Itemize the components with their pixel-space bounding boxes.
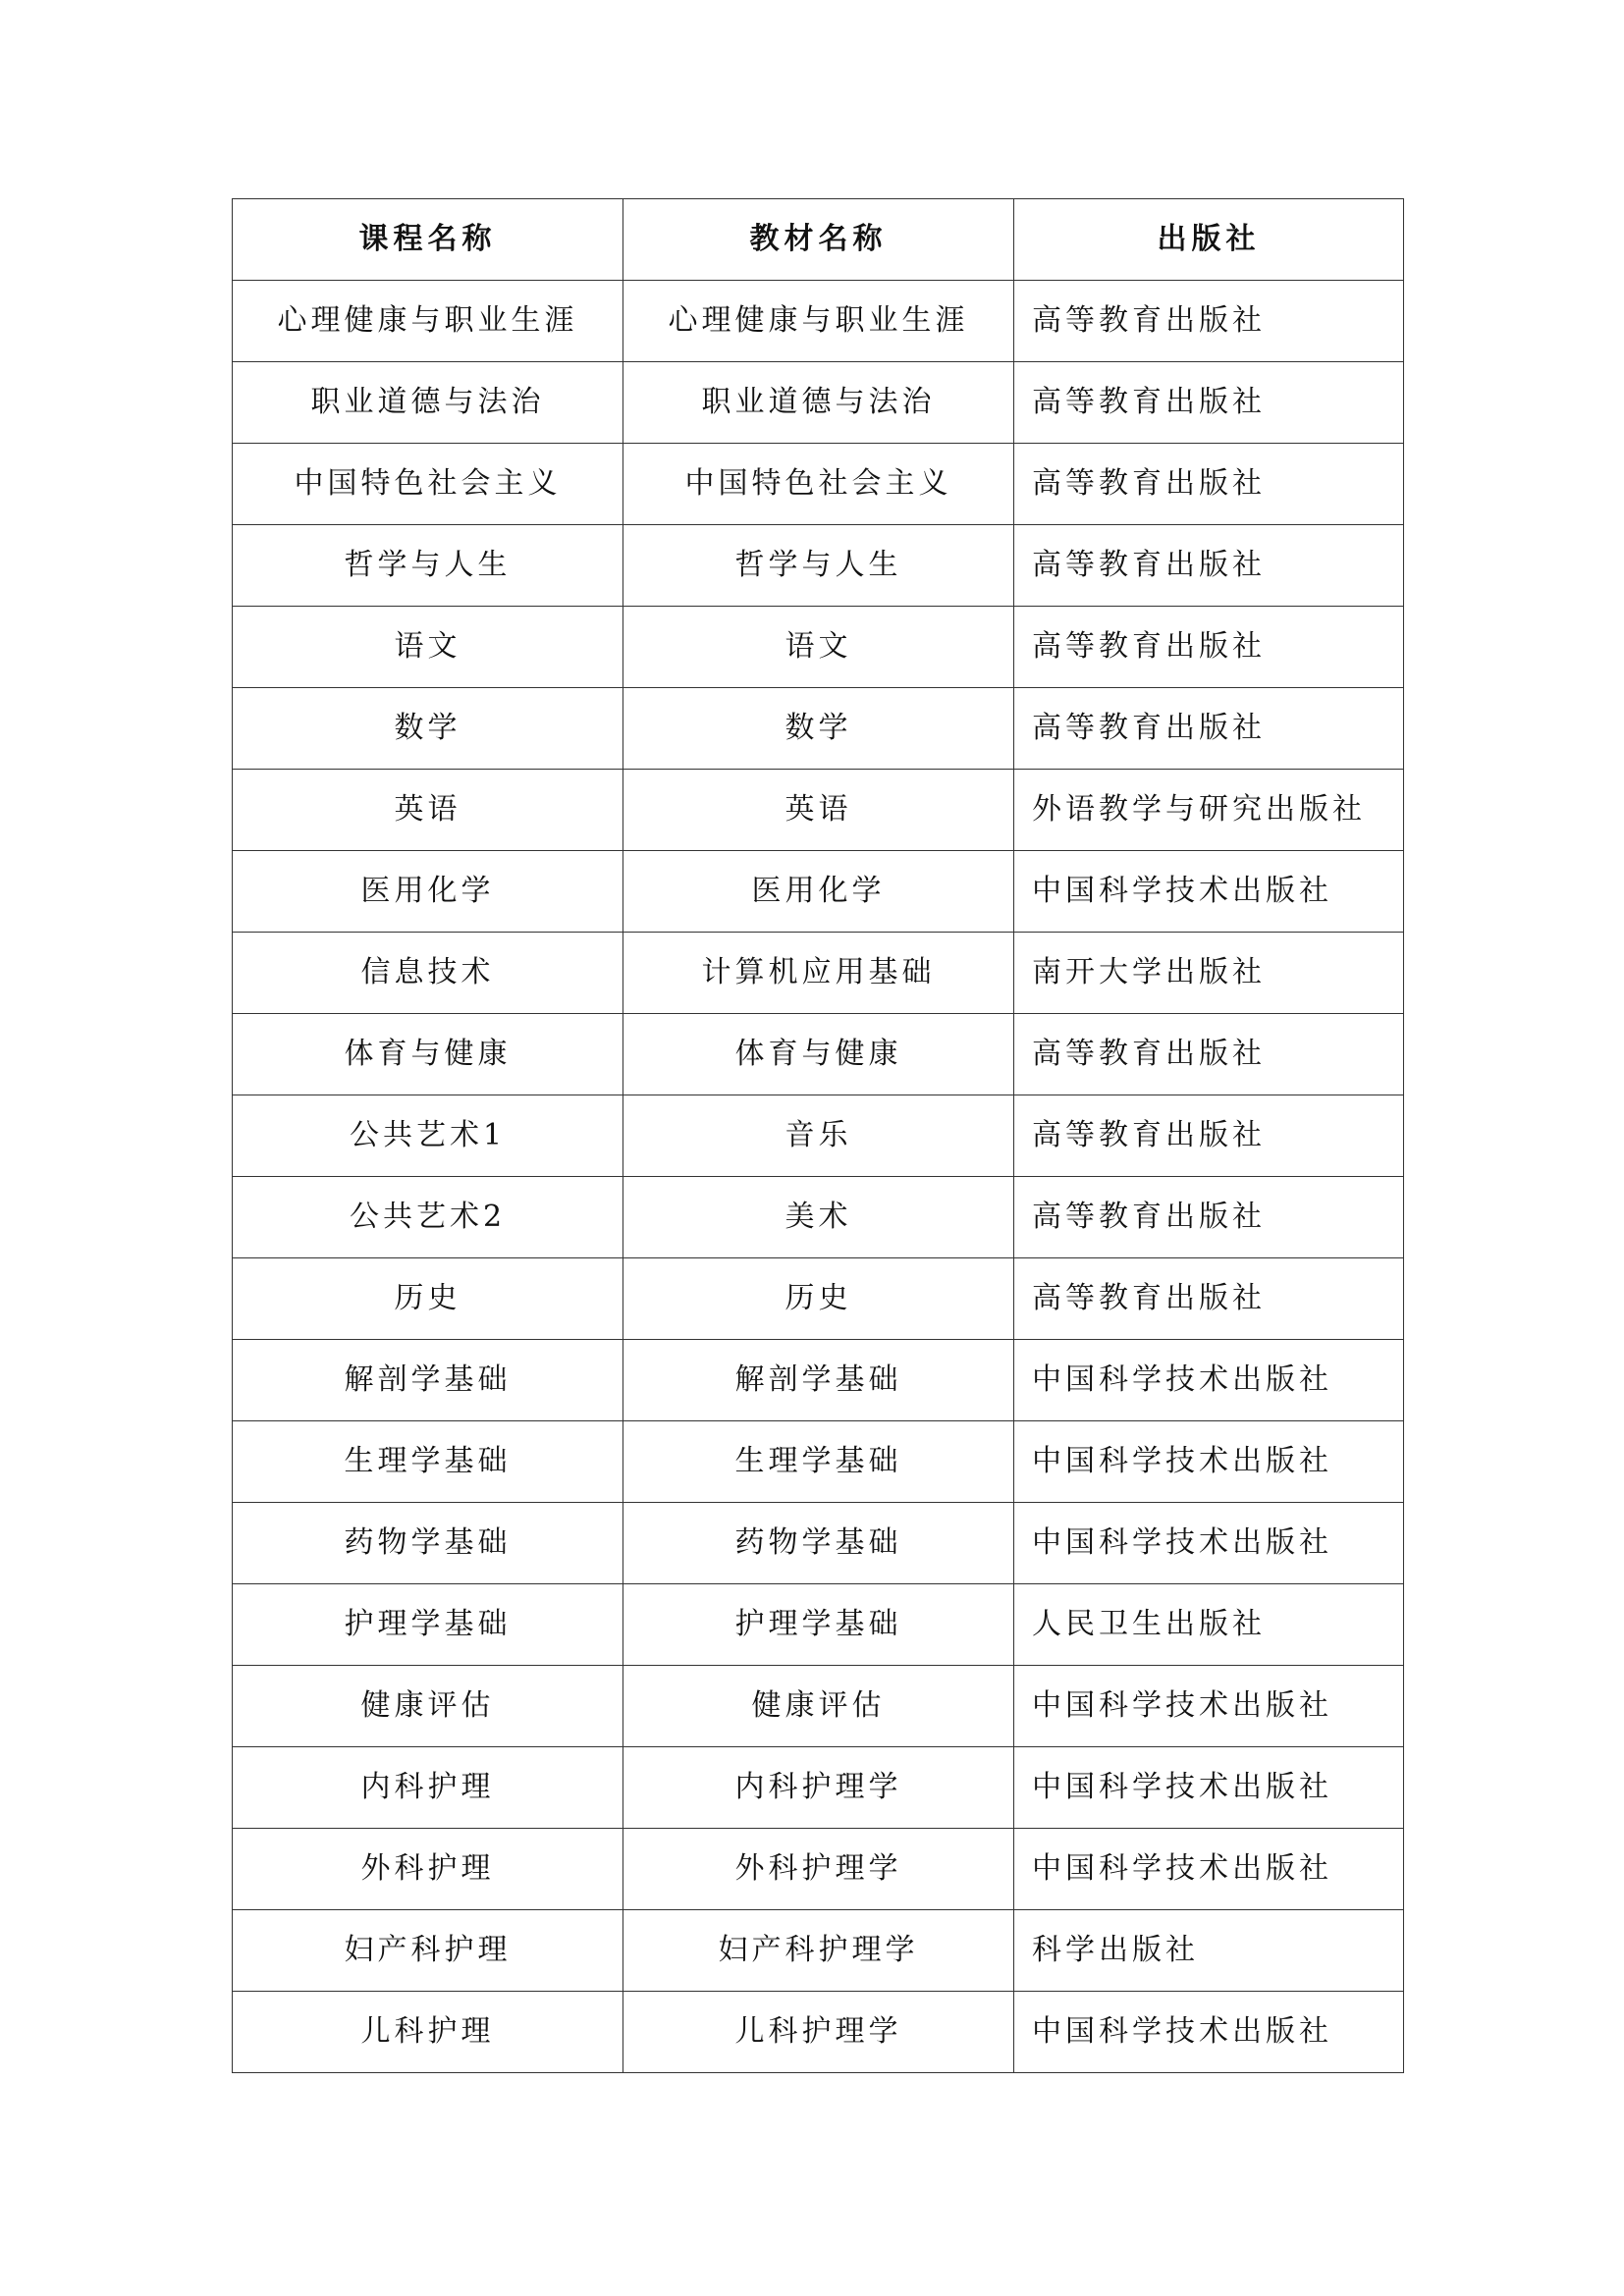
publisher-cell: 外语教学与研究出版社 bbox=[1014, 770, 1404, 851]
textbook-table bbox=[232, 198, 1404, 2073]
publisher-cell: 高等教育出版社 bbox=[1014, 607, 1404, 688]
textbook-name-cell: 外科护理学 bbox=[623, 1829, 1014, 1910]
publisher-cell: 中国科学技术出版社 bbox=[1014, 1340, 1404, 1421]
publisher-cell: 中国科学技术出版社 bbox=[1014, 1992, 1404, 2073]
table-row bbox=[233, 1747, 1404, 1829]
publisher-cell: 中国科学技术出版社 bbox=[1014, 1503, 1404, 1584]
textbook-name-cell: 英语 bbox=[623, 770, 1014, 851]
publisher-cell: 高等教育出版社 bbox=[1014, 362, 1404, 444]
table-header-row bbox=[233, 199, 1404, 281]
course-name-cell: 内科护理 bbox=[233, 1747, 623, 1829]
table-row bbox=[233, 1910, 1404, 1992]
table-row bbox=[233, 525, 1404, 607]
course-name-cell: 药物学基础 bbox=[233, 1503, 623, 1584]
table-row bbox=[233, 444, 1404, 525]
course-name-cell: 语文 bbox=[233, 607, 623, 688]
textbook-name-cell: 健康评估 bbox=[623, 1666, 1014, 1747]
textbook-name-cell: 体育与健康 bbox=[623, 1014, 1014, 1095]
textbook-name-cell: 生理学基础 bbox=[623, 1421, 1014, 1503]
course-name-cell: 护理学基础 bbox=[233, 1584, 623, 1666]
table-row bbox=[233, 1340, 1404, 1421]
table-row bbox=[233, 933, 1404, 1014]
textbook-name-cell: 哲学与人生 bbox=[623, 525, 1014, 607]
course-name-cell: 公共艺术1 bbox=[233, 1095, 623, 1177]
table-row bbox=[233, 1095, 1404, 1177]
course-name-cell: 职业道德与法治 bbox=[233, 362, 623, 444]
publisher-cell: 中国科学技术出版社 bbox=[1014, 1747, 1404, 1829]
table-row bbox=[233, 1258, 1404, 1340]
textbook-name-cell: 中国特色社会主义 bbox=[623, 444, 1014, 525]
course-name-cell: 外科护理 bbox=[233, 1829, 623, 1910]
textbook-name-cell: 解剖学基础 bbox=[623, 1340, 1014, 1421]
table-row bbox=[233, 1829, 1404, 1910]
course-name-cell: 体育与健康 bbox=[233, 1014, 623, 1095]
textbook-name-cell: 医用化学 bbox=[623, 851, 1014, 933]
textbook-name-cell: 妇产科护理学 bbox=[623, 1910, 1014, 1992]
publisher-cell: 人民卫生出版社 bbox=[1014, 1584, 1404, 1666]
course-name-cell: 公共艺术2 bbox=[233, 1177, 623, 1258]
table-row bbox=[233, 1421, 1404, 1503]
textbook-name-cell: 计算机应用基础 bbox=[623, 933, 1014, 1014]
header-publisher: 出版社 bbox=[1014, 199, 1404, 281]
course-name-cell: 数学 bbox=[233, 688, 623, 770]
table-row bbox=[233, 1503, 1404, 1584]
publisher-cell: 高等教育出版社 bbox=[1014, 1095, 1404, 1177]
textbook-name-cell: 内科护理学 bbox=[623, 1747, 1014, 1829]
textbook-name-cell: 职业道德与法治 bbox=[623, 362, 1014, 444]
publisher-cell: 南开大学出版社 bbox=[1014, 933, 1404, 1014]
publisher-cell: 高等教育出版社 bbox=[1014, 525, 1404, 607]
table-row bbox=[233, 281, 1404, 362]
publisher-cell: 中国科学技术出版社 bbox=[1014, 1829, 1404, 1910]
textbook-name-cell: 儿科护理学 bbox=[623, 1992, 1014, 2073]
table-row bbox=[233, 1666, 1404, 1747]
course-name-cell: 妇产科护理 bbox=[233, 1910, 623, 1992]
table-row bbox=[233, 1992, 1404, 2073]
course-name-cell: 中国特色社会主义 bbox=[233, 444, 623, 525]
table-row bbox=[233, 770, 1404, 851]
course-name-cell: 健康评估 bbox=[233, 1666, 623, 1747]
textbook-name-cell: 音乐 bbox=[623, 1095, 1014, 1177]
table-row bbox=[233, 688, 1404, 770]
publisher-cell: 高等教育出版社 bbox=[1014, 444, 1404, 525]
course-name-cell: 生理学基础 bbox=[233, 1421, 623, 1503]
publisher-cell: 中国科学技术出版社 bbox=[1014, 851, 1404, 933]
textbook-name-cell: 数学 bbox=[623, 688, 1014, 770]
publisher-cell: 科学出版社 bbox=[1014, 1910, 1404, 1992]
course-name-cell: 儿科护理 bbox=[233, 1992, 623, 2073]
header-textbook-name: 教材名称 bbox=[623, 199, 1014, 281]
header-course-name: 课程名称 bbox=[233, 199, 623, 281]
textbook-name-cell: 护理学基础 bbox=[623, 1584, 1014, 1666]
textbook-name-cell: 心理健康与职业生涯 bbox=[623, 281, 1014, 362]
course-name-cell: 医用化学 bbox=[233, 851, 623, 933]
table-row bbox=[233, 362, 1404, 444]
course-name-cell: 心理健康与职业生涯 bbox=[233, 281, 623, 362]
course-name-cell: 英语 bbox=[233, 770, 623, 851]
course-name-cell: 历史 bbox=[233, 1258, 623, 1340]
textbook-name-cell: 历史 bbox=[623, 1258, 1014, 1340]
course-name-cell: 哲学与人生 bbox=[233, 525, 623, 607]
publisher-cell: 高等教育出版社 bbox=[1014, 281, 1404, 362]
course-name-cell: 解剖学基础 bbox=[233, 1340, 623, 1421]
textbook-name-cell: 美术 bbox=[623, 1177, 1014, 1258]
publisher-cell: 中国科学技术出版社 bbox=[1014, 1421, 1404, 1503]
table-row bbox=[233, 1014, 1404, 1095]
table-body bbox=[233, 281, 1404, 2073]
publisher-cell: 高等教育出版社 bbox=[1014, 688, 1404, 770]
publisher-cell: 高等教育出版社 bbox=[1014, 1177, 1404, 1258]
publisher-cell: 高等教育出版社 bbox=[1014, 1014, 1404, 1095]
textbook-name-cell: 药物学基础 bbox=[623, 1503, 1014, 1584]
publisher-cell: 中国科学技术出版社 bbox=[1014, 1666, 1404, 1747]
course-name-cell: 信息技术 bbox=[233, 933, 623, 1014]
table-row bbox=[233, 607, 1404, 688]
publisher-cell: 高等教育出版社 bbox=[1014, 1258, 1404, 1340]
textbook-name-cell: 语文 bbox=[623, 607, 1014, 688]
table-row bbox=[233, 1177, 1404, 1258]
table-row bbox=[233, 851, 1404, 933]
table-row bbox=[233, 1584, 1404, 1666]
